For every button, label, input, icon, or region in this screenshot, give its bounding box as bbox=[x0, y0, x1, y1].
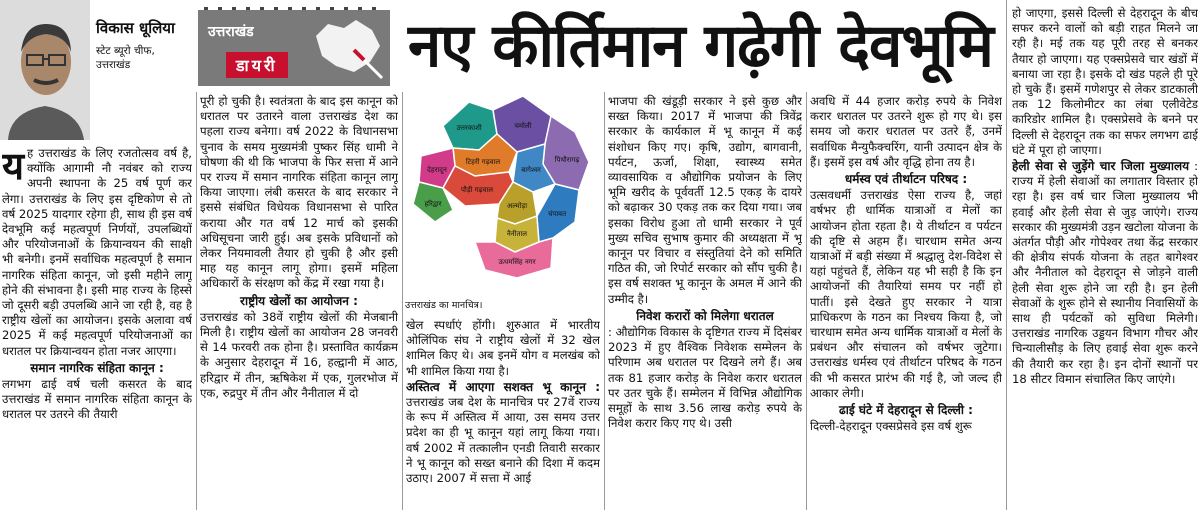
column-divider bbox=[1006, 0, 1007, 510]
paragraph: हो जाएगा, इससे दिल्ली से देहरादून के बीच सफर करने वालों को बड़ी राहत मिलने जा रही है। मई तक यह पूरी तरह से बनकर तैयार हो जाएगा। यह एक्सप्रेसवे चार खंडों में बनाया जा रहा है। इसके दो खंड पहले ही पूरे हो चुके हैं। इसमें गणेशपुर से लेकर डाटकाली तक 12 किलोमीटर का लंबा एलीवेटेड कारिडोर शामिल है। एक्सप्रेसवे के बनने पर दिल्ली से देहरादून तक का सफर लगभग ढाई घंटे में पूरा हो जाएगा। bbox=[1012, 6, 1198, 157]
map-label: उत्तरकाशी bbox=[456, 124, 482, 132]
paragraph: : औद्योगिक विकास के दृष्टिगत राज्य में दिसंबर 2023 में हुए वैश्विक निवेशक सम्मेलन के परिणाम अब धरातल पर दिखने लगे हैं। अब तक 81 हजार करोड़ के निवेश करार धरातल पर उतर चुके हैं। सम्मेलन में विभिन्न औद्योगिक समूहों के साथ 3.56 लाख करोड़ रुपये के निवेश करार किए गए थे। उसी bbox=[608, 325, 802, 431]
paragraph: खेल स्पर्धाएं होंगी। शुरुआत में भारतीय ओलिंपिक संघ ने राष्ट्रीय खेलों में 32 खेल शामिल किए थे। अब इनमें योग व मलखंब को भी शामिल किया गया है। bbox=[406, 318, 600, 378]
paragraph: लगभग ढाई वर्ष चली कसरत के बाद उत्तराखंड में समान नागरिक संहिता कानून के धरातल पर उतरने की तैयारी bbox=[2, 377, 192, 422]
map-label: देहरादून bbox=[427, 166, 447, 174]
diary-spiral-icon bbox=[198, 2, 390, 10]
map-label: चंपावत bbox=[547, 210, 567, 218]
subheading: ढाई घंटे में देहरादून से दिल्ली : bbox=[839, 403, 973, 418]
uttarakhand-map bbox=[405, 92, 601, 310]
state-outline-icon bbox=[310, 16, 386, 82]
subheading: अस्तित्व में आएगा सशक्त भू कानून : bbox=[406, 379, 600, 394]
subheading: धर्मस्व एवं तीर्थाटन परिषद : bbox=[844, 172, 968, 187]
paragraph: उत्सवधर्मी उत्तराखंड ऐसा राज्य है, जहां वर्षभर ही धार्मिक यात्राओं व मेलों का आयोजन होता रहता है। ये तीर्थाटन व पर्यटन की दृष्टि से अहम हैं। चारधाम समेत अन्य यात्राओं में बड़ी संख्या में श्रद्धालु देश-विदेश से यहां पहुंचते हैं, लेकिन यह भी सही है कि इन आयोजनों की तैयारियां समय पर नहीं हो पातीं। इसे देखते हुए सरकार ने यात्रा प्राधिकरण के गठन का निश्चय किया है, जो चारधाम समेत अन्य धार्मिक यात्राओं व मेलों के प्रबंधन और संचालन को वर्षभर जुटेगा। उत्तराखंड धर्मस्व एवं तीर्थाटन परिषद के गठन की भी कसरत प्रारंभ की गई है, जो जल्द ही आकार लेगी। bbox=[810, 188, 1002, 400]
map-label: नैनीताल bbox=[506, 230, 528, 238]
article-column-2 bbox=[200, 94, 398, 508]
article-column-6 bbox=[1012, 6, 1198, 508]
article-column-3 bbox=[406, 318, 600, 508]
article-column-1 bbox=[2, 146, 192, 508]
headline: नए कीर्तिमान गढ़ेगी देवभूमि bbox=[408, 11, 993, 81]
author-block bbox=[0, 0, 195, 140]
author-photo bbox=[0, 0, 90, 140]
article-column-4 bbox=[608, 94, 802, 508]
diary-word-label: डायरी bbox=[226, 52, 288, 78]
paragraph: यह उत्तराखंड के लिए रजतोत्सव वर्ष है, क्योंकि आगामी नौ नवंबर को राज्य अपनी स्थापना के 25 वर्ष पूर्ण कर लेगा। उत्तराखंड के लिए इस दृष्टिकोण से तो वर्ष 2025 यादगार रहेगा ही, साथ ही इस वर्ष देवभूमि कई महत्वपूर्ण निर्णयों, उपलब्धियों और परियोजनाओं के क्रियान्वयन की साक्षी भी बनेगी। इनमें सर्वाधिक महत्वपूर्ण है समान नागरिक संहिता कानून, जो इसी महीने लागू होने की संभावना है। इसी माह राज्य के हिस्से जो दूसरी बड़ी उपलब्धि आने जा रही है, वह है राष्ट्रीय खेलों का आयोजन। इसके अलावा वर्ष 2025 में कई महत्वपूर्ण परियोजनाओं का धरातल पर क्रियान्वयन होता नजर आएगा। bbox=[2, 146, 192, 358]
author-role: स्टेट ब्यूरो चीफ, उत्तराखंड bbox=[96, 45, 155, 71]
paragraph: पूरी हो चुकी है। स्वतंत्रता के बाद इस कानून को धरातल पर उतारने वाला उत्तराखंड देश का पहला राज्य बनेगा। वर्ष 2022 के विधानसभा चुनाव के समय मुख्यमंत्री पुष्कर सिंह धामी ने घोषणा की थी कि भाजपा के फिर सत्ता में आने पर राज्य में समान नागरिक संहिता कानून लागू किया जाएगा। लंबी कसरत के बाद सरकार ने इससे संबंधित विधेयक विधानसभा से पारित कराया और गत वर्ष 12 मार्च को इसकी अधिसूचना जारी हुई। अब इसके प्रविधानों को लेकर नियमावली तैयार हो चुकी है और इसी माह यह कानून लागू होगा। इसमें महिला अधिकारों के संरक्षण को केंद्र में रखा गया है। bbox=[200, 94, 398, 291]
subheading: हेली सेवा से जुड़ेंगे चार जिला मुख्यालय bbox=[1012, 159, 1190, 174]
map-label: पिथौरागढ़ bbox=[554, 156, 580, 164]
diary-logo bbox=[198, 2, 390, 90]
article-column-5 bbox=[810, 94, 1002, 508]
subheading: समान नागरिक संहिता कानून : bbox=[30, 360, 164, 375]
paragraph: : राज्य में हेली सेवाओं का लगातार विस्तार हो रहा है। इस वर्ष चार जिला मुख्यालय भी हवाई और हेली सेवा से जुड़ जाएंगे। राज्य सरकार की मुख्यमंत्री उड़न खटोला योजना के अंतर्गत पौड़ी और गोपेश्वर तथा केंद्र सरकार की क्षेत्रीय संपर्क योजना के तहत बागेश्वर और नैनीताल को देहरादून से जोड़ने वाली हेली सेवा शुरू होने जा रही है। इन हेली सेवाओं के शुरू होने से स्थानीय निवासियों के साथ ही पर्यटकों को सुविधा मिलेगी। उत्तराखंड नागरिक उड्डयन विभाग गौचर और चिन्यालीसौड़ के लिए हवाई सेवा शुरू करने की तैयारी कर रहा है। इन दोनों स्थानों पर 18 सीटर विमान संचालित किए जाएंगे। bbox=[1012, 159, 1198, 386]
map-label: चमोली bbox=[514, 122, 532, 130]
map-label: टिहरी गढ़वाल bbox=[465, 158, 501, 166]
map-label: ऊधमसिंह नगर bbox=[498, 258, 536, 266]
paragraph: दिल्ली-देहरादून एक्सप्रेसवे इस वर्ष शुरू bbox=[810, 419, 972, 434]
map-label: पौड़ी गढ़वाल bbox=[461, 186, 493, 194]
paragraph: भाजपा की खंडूड़ी सरकार ने इसे कुछ और सख्त किया। 2017 में भाजपा की त्रिवेंद्र सरकार के कार्यकाल में भू कानून में कई संशोधन किए गए। कृषि, उद्योग, बागवानी, पर्यटन, ऊर्जा, शिक्षा, स्वास्थ्य समेत व्यावसायिक व औद्योगिक प्रयोजन के लिए भूमि खरीद के पूर्ववर्ती 12.5 एकड़ के दायरे को बढ़ाकर 30 एकड़ तक कर दिया गया। जब इसका विरोध हुआ तो धामी सरकार ने पूर्व मुख्य सचिव सुभाष कुमार की अध्यक्षता में भू कानून पर विचार व संस्तुतियां देने को समिति गठित की, जो रिपोर्ट सरकार को सौंप चुकी है। इस वर्ष सशक्त भू कानून के अमल में आने की उम्मीद है। bbox=[608, 94, 802, 306]
subheading: निवेश करारों को मिलेगा धरातल bbox=[636, 308, 774, 323]
dropcap: य bbox=[2, 146, 25, 188]
map-label: हरिद्वार bbox=[424, 200, 442, 208]
map-label: बागेश्वर bbox=[521, 166, 541, 174]
column-divider bbox=[196, 92, 197, 510]
diary-state-label: उत्तराखंड bbox=[208, 24, 254, 40]
column-divider bbox=[604, 92, 605, 510]
column-divider bbox=[806, 92, 807, 510]
column-divider bbox=[402, 92, 403, 510]
subheading: राष्ट्रीय खेलों का आयोजन : bbox=[240, 293, 358, 308]
map-caption: उत्तराखंड का मानचित्र। bbox=[405, 300, 483, 311]
map-label: अल्मोड़ा bbox=[506, 202, 528, 210]
paragraph: उत्तराखंड को 38वें राष्ट्रीय खेलों की मेजबानी मिली है। राष्ट्रीय खेलों का आयोजन 28 जनवरी से 14 फरवरी तक होना है। प्रस्तावित कार्यक्रम के अनुसार देहरादून में 16, हल्द्वानी में आठ, हरिद्वार में तीन, ऋषिकेश में एक, गुलरभोज में एक, रुद्रपुर में तीन और नैनीताल में दो bbox=[200, 309, 398, 400]
paragraph: उत्तराखंड जब देश के मानचित्र पर 27वें राज्य के रूप में अस्तित्व में आया, उस समय उत्तर प्रदेश का ही भू कानून यहां लागू किया गया। वर्ष 2002 में तत्कालीन एनडी तिवारी सरकार ने भू कानून को सख्त बनाने की दिशा में कदम उठाए। 2007 में सत्ता में आई bbox=[406, 395, 600, 486]
author-name: विकास धूलिया bbox=[96, 19, 175, 37]
paragraph: अवधि में 44 हजार करोड़ रुपये के निवेश करार धरातल पर उतरने शुरू हो गए थे। इस समय जो करार धरातल पर उतरे हैं, उनमें सर्वाधिक मैन्युफैक्चरिंग, यानी उत्पादन क्षेत्र के हैं। इसमें इस वर्ष और वृद्धि होना तय है। bbox=[810, 94, 1002, 169]
